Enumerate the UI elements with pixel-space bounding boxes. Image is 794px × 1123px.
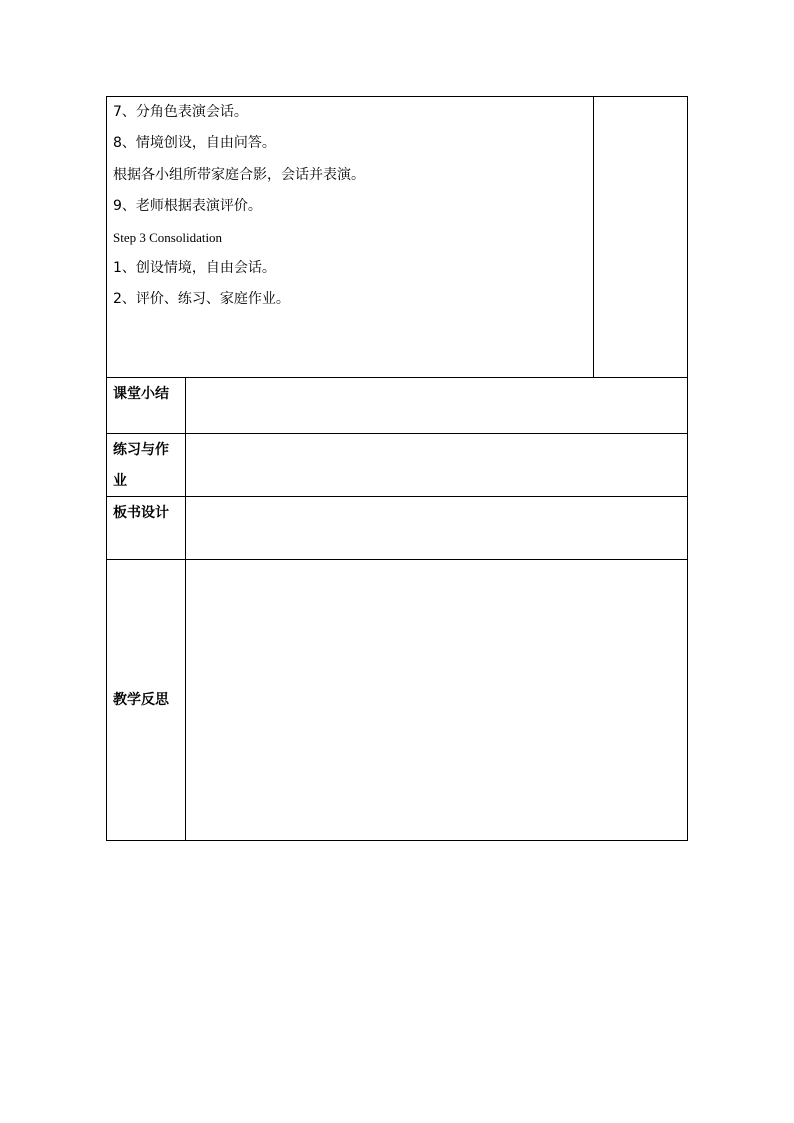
row-divider-1 — [106, 377, 688, 378]
table-border-top — [106, 96, 688, 97]
procedure-line: 1、创设情境，自由会话。 — [113, 260, 276, 276]
row-divider-3 — [106, 496, 688, 497]
homework-label-continued: 业 — [113, 473, 127, 489]
top-row-divider — [593, 96, 594, 378]
row-divider-4 — [106, 559, 688, 560]
procedure-line: Step 3 Consolidation — [113, 230, 223, 245]
homework-label: 练习与作 — [113, 442, 169, 458]
summary-label: 课堂小结 — [113, 386, 169, 402]
board-design-label: 板书设计 — [113, 505, 169, 521]
table-border-right — [687, 96, 688, 841]
table-border-left — [106, 96, 107, 841]
procedure-line: 9、老师根据表演评价。 — [113, 198, 262, 214]
table-border-bottom — [106, 840, 688, 841]
procedure-line: 8、情境创设，自由问答。 — [113, 135, 276, 151]
reflection-label: 教学反思 — [113, 692, 169, 708]
procedure-line: 根据各小组所带家庭合影，会话并表演。 — [113, 167, 365, 183]
row-divider-2 — [106, 433, 688, 434]
label-column-divider — [185, 377, 186, 841]
procedure-line: 2、评价、练习、家庭作业。 — [113, 291, 290, 307]
procedure-line: 7、分角色表演会话。 — [113, 104, 248, 120]
